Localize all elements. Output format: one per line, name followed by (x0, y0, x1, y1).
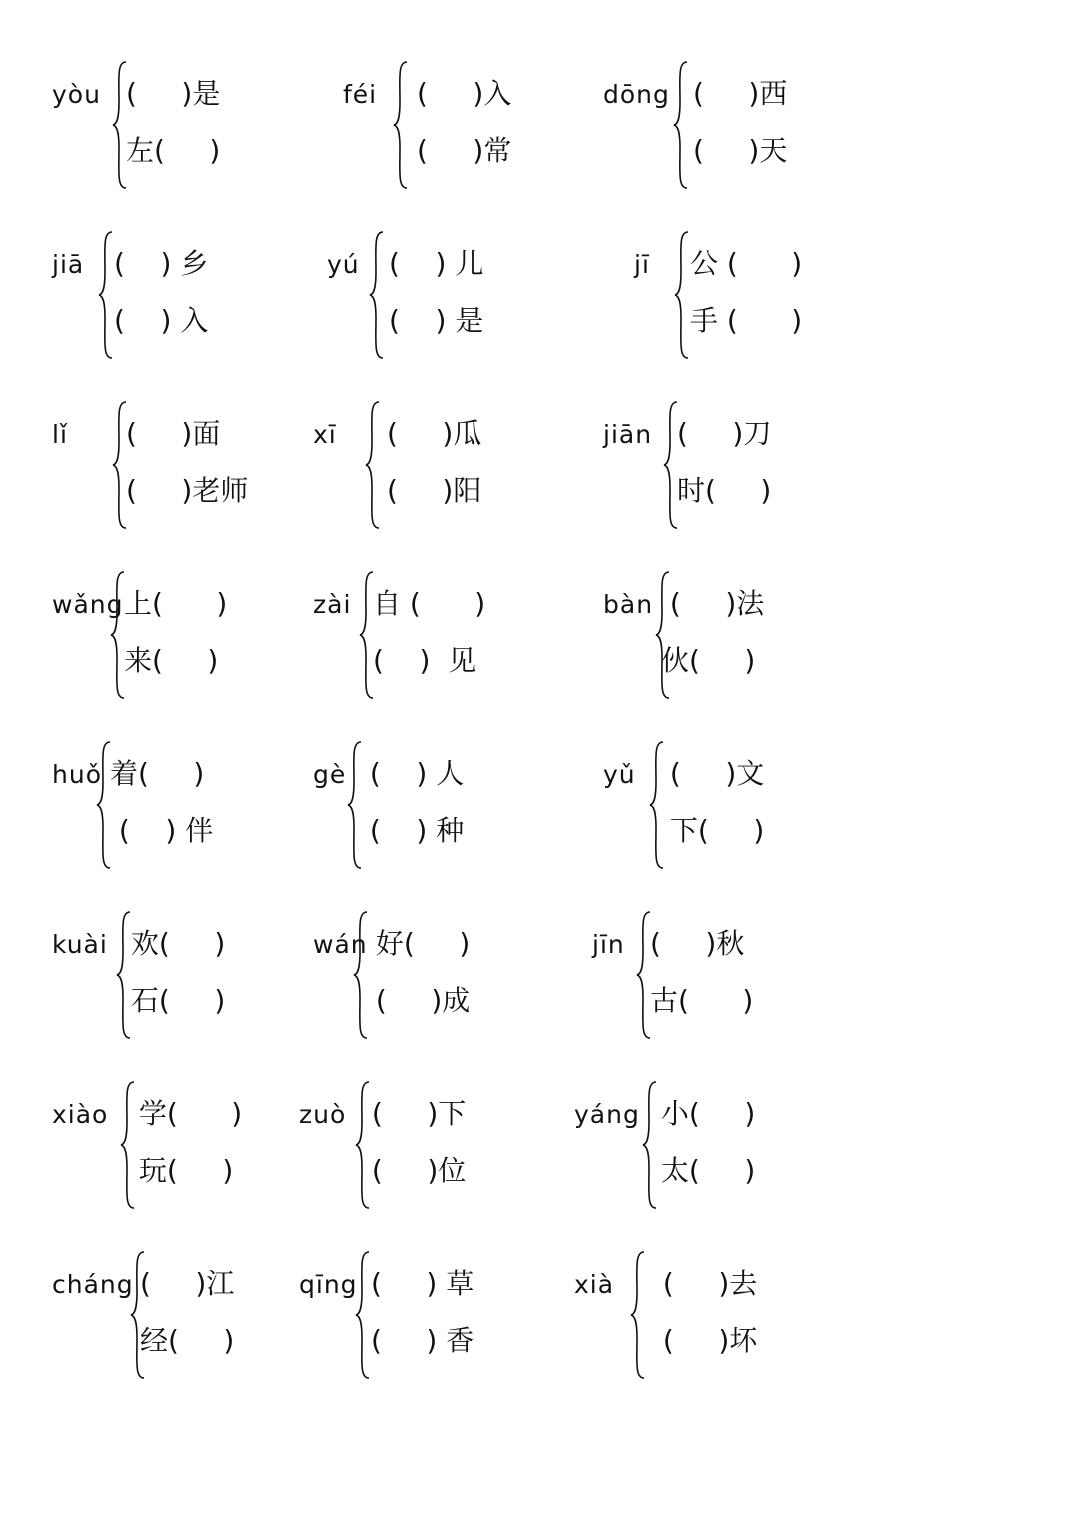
pinyin-label: lǐ (52, 420, 68, 449)
blank-line[interactable]: 学( ) (130, 1097, 243, 1130)
blank-line[interactable]: 左( ) (126, 134, 221, 167)
item-yang (574, 1035, 874, 1187)
blank-line[interactable]: 石( ) (122, 984, 226, 1017)
pinyin-label: xià (574, 1270, 615, 1299)
item-dong (603, 15, 903, 167)
item-ban (603, 525, 903, 677)
item-kuai (52, 865, 352, 1017)
item-ge (313, 695, 613, 847)
pinyin-label: yǔ (603, 760, 636, 789)
item-jian (603, 355, 903, 507)
blank-line[interactable]: 经( ) (140, 1324, 235, 1357)
blank-line[interactable]: 太( ) (652, 1154, 756, 1187)
blank-line[interactable]: 自 ( ) (373, 587, 486, 620)
pinyin-label: féi (343, 80, 378, 109)
pinyin-label: yòu (52, 80, 101, 109)
blank-line[interactable]: 手 ( ) (690, 304, 803, 337)
brace-icon (355, 1250, 371, 1380)
brace-icon (393, 60, 409, 190)
blank-line[interactable]: ( )下 (363, 1097, 467, 1130)
blank-line[interactable]: ( ) 伴 (110, 814, 214, 847)
pinyin-label: xī (313, 420, 337, 449)
pinyin-label: huǒ (52, 760, 102, 789)
blank-line[interactable]: ( )阳 (387, 474, 482, 507)
item-xi (313, 355, 613, 507)
brace-icon (674, 230, 690, 360)
blank-line[interactable]: ( )文 (661, 757, 765, 790)
pinyin-label: jiān (603, 420, 653, 449)
blank-line[interactable]: ( ) 入 (114, 304, 209, 337)
pinyin-label: jiā (52, 250, 85, 279)
pinyin-label: qīng (299, 1270, 358, 1299)
blank-line[interactable]: ( )常 (417, 134, 512, 167)
pinyin-label: kuài (52, 930, 108, 959)
pinyin-label: jīn (592, 930, 625, 959)
blank-line[interactable]: 玩( ) (130, 1154, 234, 1187)
item-qing (299, 1205, 599, 1357)
item-wang (52, 525, 352, 677)
item-jin (592, 865, 892, 1017)
blank-line[interactable]: ( )去 (654, 1267, 758, 1300)
blank-line[interactable]: 来( ) (124, 644, 219, 677)
blank-line[interactable]: ( ) 种 (361, 814, 465, 847)
blank-line[interactable]: ( ) 乡 (114, 247, 209, 280)
blank-line[interactable]: ( )面 (126, 417, 221, 450)
blank-line[interactable]: ( ) 儿 (389, 247, 484, 280)
blank-line[interactable]: ( )江 (140, 1267, 235, 1300)
brace-icon (98, 230, 114, 360)
item-you (52, 15, 352, 167)
blank-line[interactable]: ( )位 (363, 1154, 467, 1187)
blank-line[interactable]: ( )老师 (126, 474, 249, 507)
item-li (52, 355, 352, 507)
blank-line[interactable]: ( ) 草 (371, 1267, 475, 1300)
item-xia (574, 1205, 874, 1357)
blank-line[interactable]: 伙( ) (661, 644, 756, 677)
pinyin-label: dōng (603, 80, 670, 109)
item-jia (52, 185, 352, 337)
blank-line[interactable]: 公 ( ) (690, 247, 803, 280)
pinyin-label: jī (634, 250, 650, 279)
blank-line[interactable]: ( )刀 (677, 417, 772, 450)
blank-line[interactable]: ( )坏 (654, 1324, 758, 1357)
pinyin-label: bàn (603, 590, 654, 619)
blank-line[interactable]: ( )入 (417, 77, 512, 110)
pinyin-label: yáng (574, 1100, 640, 1129)
blank-line[interactable]: 时( ) (677, 474, 772, 507)
blank-line[interactable]: ( )秋 (650, 927, 745, 960)
brace-icon (673, 60, 689, 190)
blank-line[interactable]: 上( ) (124, 587, 228, 620)
pinyin-label: xiào (52, 1100, 109, 1129)
blank-line[interactable]: 着( ) (110, 757, 205, 790)
blank-line[interactable]: ( )成 (367, 984, 471, 1017)
pinyin-label: gè (313, 760, 347, 789)
blank-line[interactable]: 古( ) (650, 984, 754, 1017)
brace-icon (630, 1250, 646, 1380)
brace-icon (365, 400, 381, 530)
blank-line[interactable]: ( )瓜 (387, 417, 482, 450)
pinyin-label: cháng (52, 1270, 134, 1299)
brace-icon (369, 230, 385, 360)
pinyin-label: wǎng (52, 590, 124, 619)
item-zai (313, 525, 613, 677)
pinyin-label: zuò (299, 1100, 347, 1129)
item-ji (634, 185, 934, 337)
item-yu3 (603, 695, 903, 847)
blank-line[interactable]: 欢( ) (122, 927, 226, 960)
blank-line[interactable]: ( )西 (693, 77, 788, 110)
blank-line[interactable]: ( )法 (661, 587, 765, 620)
blank-line[interactable]: 小( ) (652, 1097, 756, 1130)
item-wan (313, 865, 613, 1017)
item-yu (327, 185, 627, 337)
blank-line[interactable]: ( ) 香 (371, 1324, 475, 1357)
blank-line[interactable]: 好( ) (367, 927, 471, 960)
blank-line[interactable]: 下( ) (661, 814, 765, 847)
blank-line[interactable]: ( )天 (693, 134, 788, 167)
blank-line[interactable]: ( ) 人 (361, 757, 465, 790)
pinyin-label: zài (313, 590, 352, 619)
blank-line[interactable]: ( ) 见 (373, 644, 477, 677)
blank-line[interactable]: ( ) 是 (389, 304, 484, 337)
item-fei (343, 15, 643, 167)
pinyin-label: wán (313, 930, 368, 959)
item-huo (52, 695, 352, 847)
blank-line[interactable]: ( )是 (126, 77, 221, 110)
item-zuo (299, 1035, 599, 1187)
pinyin-label: yú (327, 250, 360, 279)
